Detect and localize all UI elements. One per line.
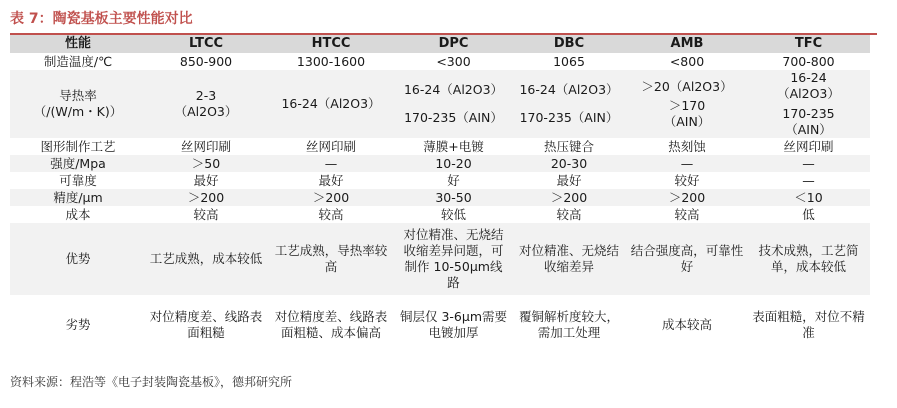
row-label: 成本 bbox=[10, 206, 146, 223]
table-row-precision bbox=[10, 189, 870, 206]
cell: 好 bbox=[396, 172, 511, 189]
row-label: 劣势 bbox=[10, 295, 146, 355]
cell: 技术成熟，工艺简单，成本较低 bbox=[747, 223, 870, 295]
cell-dpc-thermal bbox=[396, 70, 511, 138]
sub-value: 170-235（AIN） bbox=[404, 110, 503, 125]
cell: 铜层仅 3-6μm需要电镀加厚 bbox=[396, 295, 511, 355]
header-cell-tfc: TFC bbox=[747, 35, 870, 53]
header-cell-dbc: DBC bbox=[511, 35, 627, 53]
cell: 16-24（Al2O3） bbox=[266, 70, 396, 138]
cell: 对位精准、无烧结收缩差异问题，可制作 10-50μm线路 bbox=[396, 223, 511, 295]
cell: 对位精度差、线路表面粗糙、成本偏高 bbox=[266, 295, 396, 355]
cell: 工艺成熟，导热率较高 bbox=[266, 223, 396, 295]
cell: 丝网印刷 bbox=[266, 138, 396, 155]
cell: ＞200 bbox=[146, 189, 266, 206]
cell: 850-900 bbox=[146, 53, 266, 70]
sub-value: ＞170 （AIN） bbox=[663, 98, 711, 129]
sub-value: 16-24（Al2O3） bbox=[403, 82, 504, 97]
cell: ＞50 bbox=[146, 155, 266, 172]
cell: 覆铜解析度较大，需加工处理 bbox=[511, 295, 627, 355]
cell: 对位精度差、线路表面粗糙 bbox=[146, 295, 266, 355]
cell: ＜10 bbox=[747, 189, 870, 206]
row-label: 制造温度/℃ bbox=[10, 53, 146, 70]
row-label: 导热率 （/(W/m・K)） bbox=[10, 70, 146, 138]
cell-amb-thermal bbox=[627, 70, 747, 138]
table-title: 表 7：陶瓷基板主要性能对比 bbox=[10, 11, 193, 27]
cell: 最好 bbox=[266, 172, 396, 189]
row-label: 可靠度 bbox=[10, 172, 146, 189]
performance-table bbox=[10, 35, 870, 355]
cell: 2-3 （Al2O3） bbox=[146, 70, 266, 138]
cell: 最好 bbox=[146, 172, 266, 189]
cell: 10-20 bbox=[396, 155, 511, 172]
cell: 较高 bbox=[627, 206, 747, 223]
sub-value: ＞20（Al2O3） bbox=[641, 79, 733, 94]
cell: 薄膜+电镀 bbox=[396, 138, 511, 155]
cell: 较低 bbox=[396, 206, 511, 223]
sub-value: 16-24 （Al2O3） bbox=[777, 70, 840, 101]
cell: 低 bbox=[747, 206, 870, 223]
row-label: 优势 bbox=[10, 223, 146, 295]
cell: — bbox=[747, 155, 870, 172]
cell: 较高 bbox=[146, 206, 266, 223]
table-row-strength bbox=[10, 155, 870, 172]
cell: 表面粗糙，对位不精准 bbox=[747, 295, 870, 355]
cell: 热压键合 bbox=[511, 138, 627, 155]
cell: 700-800 bbox=[747, 53, 870, 70]
cell: 较高 bbox=[511, 206, 627, 223]
table-row-disadvantages bbox=[10, 295, 870, 355]
cell: ＞200 bbox=[266, 189, 396, 206]
cell: — bbox=[266, 155, 396, 172]
cell: 1300-1600 bbox=[266, 53, 396, 70]
cell: 丝网印刷 bbox=[747, 138, 870, 155]
cell: 工艺成熟，成本较低 bbox=[146, 223, 266, 295]
table-row-patterning bbox=[10, 138, 870, 155]
sub-value: 170-235 （AIN） bbox=[782, 106, 835, 137]
table-row-reliability bbox=[10, 172, 870, 189]
cell: — bbox=[627, 155, 747, 172]
cell: <300 bbox=[396, 53, 511, 70]
row-label: 精度/μm bbox=[10, 189, 146, 206]
header-row bbox=[10, 35, 870, 53]
table-row-cost bbox=[10, 206, 870, 223]
cell: 较好 bbox=[627, 172, 747, 189]
cell: 1065 bbox=[511, 53, 627, 70]
cell: ＞200 bbox=[627, 189, 747, 206]
header-cell-dpc: DPC bbox=[396, 35, 511, 53]
table-row-temperature bbox=[10, 53, 870, 70]
cell: — bbox=[747, 172, 870, 189]
sub-value: 16-24（Al2O3） bbox=[519, 82, 619, 97]
cell: 30-50 bbox=[396, 189, 511, 206]
cell: 丝网印刷 bbox=[146, 138, 266, 155]
cell: <800 bbox=[627, 53, 747, 70]
cell: ＞200 bbox=[511, 189, 627, 206]
cell: 20-30 bbox=[511, 155, 627, 172]
sub-value: 170-235（AIN） bbox=[519, 110, 619, 125]
table-row-thermal-conductivity bbox=[10, 70, 870, 138]
cell: 较高 bbox=[266, 206, 396, 223]
source-note: 资料来源：程浩等《电子封装陶瓷基板》，德邦研究所 bbox=[10, 375, 293, 389]
header-cell-property: 性能 bbox=[10, 35, 146, 53]
row-label: 图形制作工艺 bbox=[10, 138, 146, 155]
cell: 热刻蚀 bbox=[627, 138, 747, 155]
cell-dbc-thermal bbox=[511, 70, 627, 138]
header-cell-htcc: HTCC bbox=[266, 35, 396, 53]
cell: 最好 bbox=[511, 172, 627, 189]
cell: 成本较高 bbox=[627, 295, 747, 355]
header-cell-amb: AMB bbox=[627, 35, 747, 53]
cell: 结合强度高，可靠性好 bbox=[627, 223, 747, 295]
cell-tfc-thermal bbox=[747, 70, 870, 138]
header-cell-ltcc: LTCC bbox=[146, 35, 266, 53]
row-label: 强度/Mpa bbox=[10, 155, 146, 172]
table-row-advantages bbox=[10, 223, 870, 295]
cell: 对位精准、无烧结收缩差异 bbox=[511, 223, 627, 295]
